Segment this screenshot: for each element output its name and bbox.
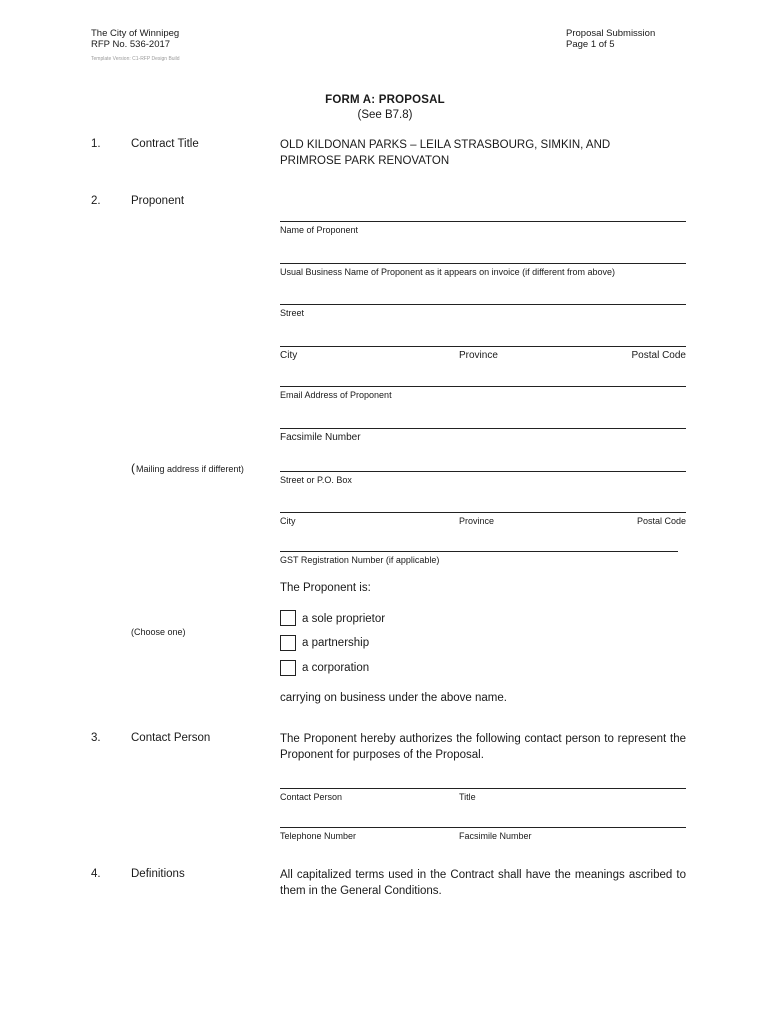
- gst-line[interactable]: [280, 551, 678, 552]
- form-title: FORM A: PROPOSAL: [325, 94, 445, 106]
- section-3-label: Contact Person: [131, 732, 211, 744]
- facsimile-label: Facsimile Number: [280, 432, 361, 443]
- name-of-proponent-label: Name of Proponent: [280, 225, 359, 235]
- contact-authorization-text: The Proponent hereby authorizes the following contact person to represent the Proponent for purposes of the Proposal.: [280, 733, 686, 761]
- partnership-label: a partnership: [302, 637, 370, 649]
- mailing-paren: (: [131, 461, 135, 475]
- section-1-number: 1.: [91, 138, 101, 150]
- title-label: Title: [459, 792, 476, 802]
- section-1-label: Contract Title: [131, 138, 199, 150]
- section-4-label: Definitions: [131, 868, 185, 880]
- corporation-label: a corporation: [302, 662, 370, 674]
- contract-title-line-1: OLD KILDONAN PARKS – LEILA STRASBOURG, SIMKIN, AND: [280, 139, 611, 151]
- section-2-number: 2.: [91, 195, 101, 207]
- section-2-label: Proponent: [131, 195, 185, 207]
- street-po-box-line[interactable]: [280, 471, 686, 472]
- mailing-postal-label: Postal Code: [636, 516, 686, 526]
- sole-proprietor-checkbox[interactable]: [280, 610, 296, 626]
- usual-business-name-label: Usual Business Name of Proponent as it appears on invoice (if different from above): [280, 267, 616, 277]
- postal-code-label: Postal Code: [631, 350, 686, 361]
- corporation-checkbox[interactable]: [280, 660, 296, 676]
- section-4-number: 4.: [91, 868, 101, 880]
- header-doc-title: Proposal Submission: [566, 28, 656, 39]
- street-line[interactable]: [280, 304, 686, 305]
- contract-title-line-2: PRIMROSE PARK RENOVATON: [280, 155, 450, 167]
- telephone-fax-line[interactable]: [280, 827, 686, 828]
- carrying-on-business-text: carrying on business under the above name.: [280, 692, 507, 704]
- mailing-city-line[interactable]: [280, 512, 686, 513]
- street-po-box-label: Street or P.O. Box: [280, 475, 352, 485]
- choose-one-label: (Choose one): [131, 627, 186, 637]
- template-note: Template Version: C1-RFP Design Build: [91, 56, 180, 62]
- mailing-province-label: Province: [459, 516, 495, 526]
- city-province-postal-line[interactable]: [280, 346, 686, 347]
- province-label: Province: [459, 350, 498, 361]
- sole-proprietor-label: a sole proprietor: [302, 613, 386, 625]
- contact-fax-label: Facsimile Number: [459, 831, 532, 841]
- mailing-address-label: Mailing address if different): [136, 464, 244, 474]
- contact-person-label: Contact Person: [280, 792, 343, 802]
- header-org: The City of Winnipeg: [91, 28, 180, 39]
- name-of-proponent-line[interactable]: [280, 221, 686, 222]
- email-label: Email Address of Proponent: [280, 390, 392, 400]
- contact-title-line[interactable]: [280, 788, 686, 789]
- usual-business-name-line[interactable]: [280, 263, 686, 264]
- section-3-number: 3.: [91, 732, 101, 744]
- facsimile-line[interactable]: [280, 428, 686, 429]
- form-see: (See B7.8): [357, 109, 413, 121]
- email-line[interactable]: [280, 386, 686, 387]
- header-page: Page 1 of 5: [566, 39, 615, 50]
- city-label: City: [280, 350, 298, 361]
- mailing-city-label: City: [280, 516, 296, 526]
- gst-label: GST Registration Number (if applicable): [280, 555, 440, 565]
- definitions-text: All capitalized terms used in the Contract shall have the meanings ascribed to them in the General Conditions.: [280, 869, 686, 897]
- proponent-is-label: The Proponent is:: [280, 582, 371, 594]
- header-rfp: RFP No. 536-2017: [91, 39, 171, 50]
- street-label: Street: [280, 308, 305, 318]
- partnership-checkbox[interactable]: [280, 635, 296, 651]
- telephone-label: Telephone Number: [280, 831, 357, 841]
